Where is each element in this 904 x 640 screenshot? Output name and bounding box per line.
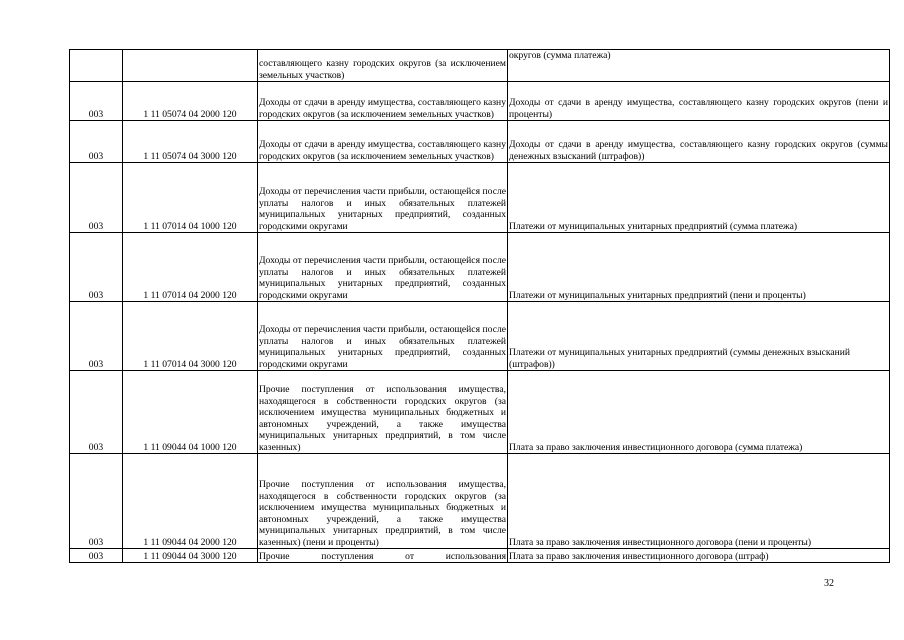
revenue-detail-cell: Доходы от сдачи в аренду имущества, составляющего казну городских округов (пени и проценты): [508, 82, 890, 121]
revenue-name-cell: Доходы от перечисления части прибыли, остающейся после уплаты налогов и иных обязательных платежей муниципальных унитарных предприятий, созданных городскими округами: [258, 163, 508, 233]
revenue-name-cell: Доходы от перечисления части прибыли, остающейся после уплаты налогов и иных обязательных платежей муниципальных унитарных предприятий, созданных городскими округами: [258, 233, 508, 302]
admin-code-cell: 003: [70, 121, 123, 163]
revenue-detail-cell: Платежи от муниципальных унитарных предприятий (сумма платежа): [508, 163, 890, 233]
revenue-name-cell: составляющего казну городских округов (за исключением земельных участков): [258, 50, 508, 82]
revenue-name-cell: Прочие поступления от использования: [259, 550, 506, 562]
page-number: 32: [824, 578, 834, 589]
table-row: [70, 549, 890, 563]
budget-code-cell: 1 11 05074 04 2000 120: [123, 82, 258, 121]
revenue-name-cell: Прочие поступления от использования имущества, находящегося в собственности городских округов (за исключением имущества муниципальных бюджетных и автономных учреждений, а также имущества муниципальных унитарных предприятий, в том числе казенных) (пени и проценты): [258, 454, 508, 549]
budget-code-cell: 1 11 07014 04 3000 120: [123, 302, 258, 371]
admin-code-cell: 003: [70, 454, 123, 549]
table-row: [70, 163, 890, 233]
revenue-detail-cell: Доходы от сдачи в аренду имущества, составляющего казну городских округов (суммы денежных взысканий (штрафов)): [508, 121, 890, 163]
admin-code-cell: [70, 50, 123, 82]
budget-code-cell: 1 11 09044 04 1000 120: [123, 371, 258, 454]
budget-code-cell: 1 11 09044 04 3000 120: [123, 549, 258, 563]
revenue-name-cell: Прочие поступления от использования имущества, находящегося в собственности городских округов (за исключением имущества муниципальных бюджетных и автономных учреждений, а также имущества муниципальных унитарных предприятий, в том числе казенных): [258, 371, 508, 454]
revenue-detail-cell: Плата за право заключения инвестиционного договора (сумма платежа): [508, 371, 890, 454]
revenue-codes-table: [69, 49, 890, 563]
admin-code-cell: 003: [70, 371, 123, 454]
budget-code-cell: 1 11 09044 04 2000 120: [123, 454, 258, 549]
revenue-detail-cell: Плата за право заключения инвестиционного договора (штраф): [508, 549, 890, 563]
budget-code-cell: 1 11 05074 04 3000 120: [123, 121, 258, 163]
table-row: [70, 82, 890, 121]
table-row: [70, 454, 890, 549]
revenue-name-cell: Доходы от сдачи в аренду имущества, составляющего казну городских округов (за исключением земельных участков): [258, 121, 508, 163]
revenue-detail-cell: Платежи от муниципальных унитарных предприятий (пени и проценты): [508, 233, 890, 302]
budget-code-cell: 1 11 07014 04 1000 120: [123, 163, 258, 233]
budget-code-cell: [123, 50, 258, 82]
table-row: [70, 233, 890, 302]
admin-code-cell: 003: [70, 549, 123, 563]
admin-code-cell: 003: [70, 302, 123, 371]
table-row: [70, 121, 890, 163]
revenue-name-cell: Доходы от перечисления части прибыли, остающейся после уплаты налогов и иных обязательных платежей муниципальных унитарных предприятий, созданных городскими округами: [258, 302, 508, 371]
admin-code-cell: 003: [70, 163, 123, 233]
budget-code-cell: 1 11 07014 04 2000 120: [123, 233, 258, 302]
revenue-detail-cell: Плата за право заключения инвестиционного договора (пени и проценты): [508, 454, 890, 549]
revenue-detail-cell: округов (сумма платежа): [508, 50, 890, 82]
revenue-detail-cell: Платежи от муниципальных унитарных предприятий (суммы денежных взысканий (штрафов)): [508, 302, 890, 371]
admin-code-cell: 003: [70, 233, 123, 302]
table-row: [70, 371, 890, 454]
admin-code-cell: 003: [70, 82, 123, 121]
table-row: [70, 302, 890, 371]
table-row: [70, 50, 890, 82]
revenue-name-cell: Доходы от сдачи в аренду имущества, составляющего казну городских округов (за исключением земельных участков): [258, 82, 508, 121]
